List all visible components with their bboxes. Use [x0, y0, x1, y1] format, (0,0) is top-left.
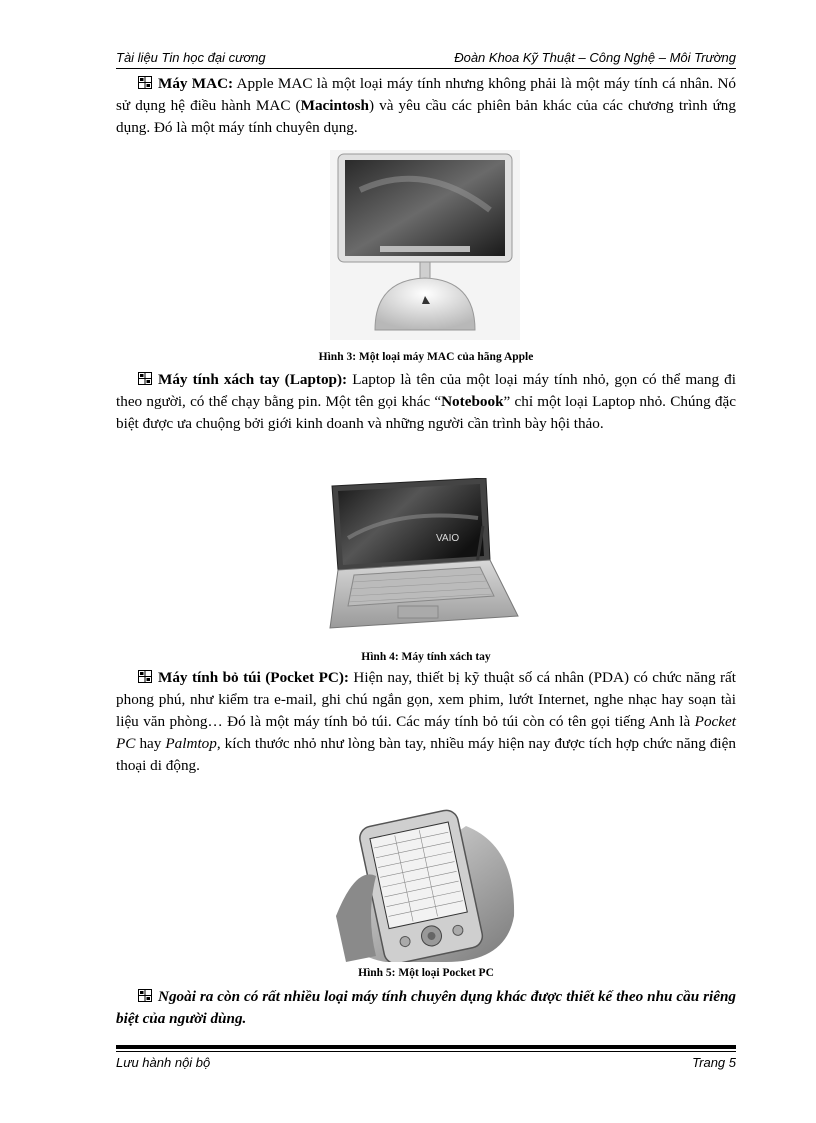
- book-icon: [138, 670, 152, 683]
- pocket-text-3: , kích thước nhỏ như lòng bàn tay, nhiều máy hiện nay được tích hợp chức năng điện thoại di động.: [116, 735, 736, 774]
- header-left: Tài liệu Tin học đại cương: [116, 50, 266, 65]
- laptop-text-2: ” chỉ một loại Laptop nhỏ. Chúng đặc biệt được ưa chuộng bởi giới kinh doanh và những người cần trình bày hội thảo.: [116, 393, 737, 432]
- pocket-term: Máy tính bỏ túi (Pocket PC):: [158, 669, 349, 686]
- pocket-pc-image: [326, 806, 518, 962]
- mac-bold-1: Macintosh: [300, 97, 369, 114]
- footer-rule-thin: [116, 1051, 736, 1052]
- pocket-text-1: Hiện nay, thiết bị kỹ thuật số cá nhân (PDA) có chức năng rất phong phú, như kiểm tra e-mail, ghi chú ngắn gọn, xem phim, lướt Internet, nghe nhạc hay soạn tài liệu văn phòng… Đó là một máy tính bỏ túi. Các máy tính bỏ túi còn có tên gọi tiếng Anh là: [116, 669, 737, 730]
- vaio-logo: VAIO: [436, 533, 460, 544]
- laptop-term: Máy tính xách tay (Laptop):: [158, 371, 348, 388]
- page-number: Trang 5: [692, 1055, 736, 1070]
- imac-image: [330, 150, 520, 340]
- page-header: [116, 50, 736, 68]
- pocket-text-2: hay: [135, 735, 166, 752]
- mac-term: Máy MAC:: [158, 75, 234, 92]
- figure-3-caption: Hình 3: Một loại máy MAC của hãng Apple: [318, 351, 534, 363]
- header-right: Đoàn Khoa Kỹ Thuật – Công Nghệ – Môi Trường: [454, 50, 736, 65]
- footer-rule-thick: [116, 1045, 736, 1049]
- figure-laptop: [318, 478, 528, 638]
- laptop-bold-1: Notebook: [441, 393, 504, 410]
- closing-paragraph: [116, 986, 736, 1030]
- laptop-paragraph: [116, 369, 736, 435]
- figure-5-caption: Hình 5: Một loại Pocket PC: [358, 967, 494, 979]
- closing-text: Ngoài ra còn có rất nhiều loại máy tính chuyên dụng khác được thiết kế theo nhu cầu riêng biệt của người dùng.: [116, 988, 736, 1027]
- mac-text-1: Apple MAC là một loại máy tính nhưng không phải là một máy tính cá nhân. Nó sử dụng hệ điều hành MAC (: [116, 75, 736, 114]
- header-rule: [116, 68, 736, 69]
- mac-paragraph: [116, 73, 736, 139]
- book-icon: [138, 989, 152, 1002]
- figure-imac: [330, 150, 520, 340]
- footer-left: Lưu hành nội bộ: [116, 1055, 211, 1070]
- pocket-paragraph: [116, 667, 736, 777]
- figure-pocket-pc: [326, 806, 518, 962]
- book-icon: [138, 372, 152, 385]
- book-icon: [138, 76, 152, 89]
- laptop-text-1: Laptop là tên của một loại máy tính nhỏ, gọn có thể mang đi theo người, có thể chạy bằng pin. Một tên gọi khác “: [116, 371, 736, 410]
- pocket-italic-1: Pocket PC: [116, 713, 736, 752]
- laptop-image: [318, 478, 528, 638]
- figure-4-caption: Hình 4: Máy tính xách tay: [361, 651, 491, 663]
- pocket-italic-2: Palmtop: [165, 735, 217, 752]
- mac-text-2: ) và yêu cầu các phiên bản khác của các chương trình ứng dụng. Đó là một máy tính chuyên dụng.: [116, 97, 736, 136]
- page-footer: [116, 1055, 736, 1073]
